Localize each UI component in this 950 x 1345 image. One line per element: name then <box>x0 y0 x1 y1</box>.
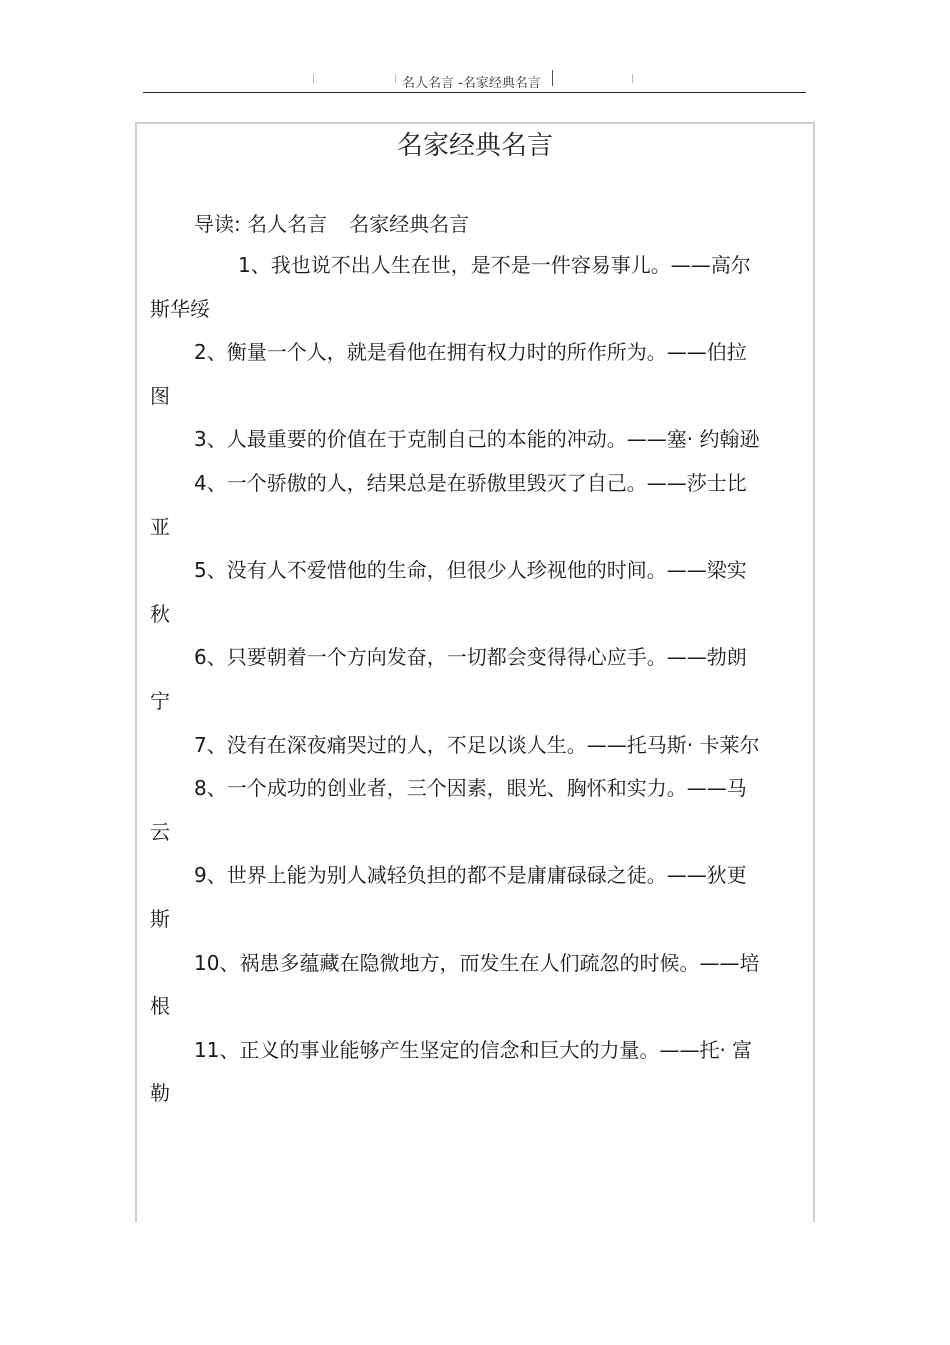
intro-line <box>194 208 469 237</box>
header-tick <box>313 74 314 83</box>
quote-text: 4、一个骄傲的人，结果总是在骄傲里毁灭了自己。 <box>194 470 647 495</box>
quote-text: 1、我也说不出人生在世，是不是一件容易事儿。 <box>238 253 671 277</box>
quote-item <box>150 854 760 941</box>
header-tick <box>552 70 553 86</box>
intro-part-1: 名人名言 <box>247 212 328 236</box>
quote-item <box>150 244 760 331</box>
quote-item <box>150 636 760 723</box>
quote-item <box>150 549 760 636</box>
quote-text: 11、正义的事业能够产生坚定的信念和巨大的力量。 <box>194 1037 660 1062</box>
quote-author: ——托马斯· 卡莱尔 <box>586 732 760 757</box>
quote-author: ——托· 富勒 <box>150 1037 753 1106</box>
quote-item <box>150 942 760 1029</box>
quote-item <box>150 1029 760 1116</box>
quote-author: ——高尔斯华绥 <box>150 253 751 321</box>
quote-author: ——梁实秋 <box>150 558 747 626</box>
quote-item <box>150 724 760 768</box>
quote-text: 9、世界上能为别人减轻负担的都不是庸庸碌碌之徒。 <box>194 863 667 888</box>
quote-author: ——马云 <box>150 776 747 844</box>
page-header <box>143 62 806 93</box>
intro-part-2: 名家经典名言 <box>349 212 470 236</box>
quote-text: 10、祸患多蕴藏在隐微地方，而发生在人们疏忽的时候。 <box>194 950 700 975</box>
quote-text: 6、只要朝着一个方向发奋，一切都会变得得心应手。 <box>194 645 667 670</box>
quote-author: ——勃朗宁 <box>150 645 747 713</box>
quote-author: ——狄更斯 <box>150 863 747 931</box>
quote-text: 5、没有人不爱惜他的生命，但很少人珍视他的时间。 <box>194 558 667 583</box>
quote-item <box>150 418 760 462</box>
quote-text: 7、没有在深夜痛哭过的人，不足以谈人生。 <box>194 732 587 757</box>
header-text: 名人名言 -名家经典名言 <box>402 76 541 91</box>
quote-text: 2、衡量一个人，就是看他在拥有权力时的所作所为。 <box>194 340 667 365</box>
quote-author: ——伯拉图 <box>150 340 747 408</box>
quote-text: 8、一个成功的创业者，三个因素，眼光、胸怀和实力。 <box>194 776 687 801</box>
document-title: 名家经典名言 <box>396 131 553 161</box>
header-tick <box>395 74 396 83</box>
quote-item <box>150 331 760 418</box>
header-tick <box>632 74 633 83</box>
quote-item <box>150 767 760 854</box>
quote-list <box>150 244 760 1116</box>
quote-text: 3、人最重要的价值在于克制自己的本能的冲动。 <box>194 427 627 452</box>
intro-label: 导读: <box>194 212 241 236</box>
quote-author: ——莎士比亚 <box>150 470 747 539</box>
quote-author: ——塞· 约翰逊 <box>626 427 760 452</box>
quote-item <box>150 462 760 549</box>
quote-author: ——培根 <box>150 950 760 1019</box>
